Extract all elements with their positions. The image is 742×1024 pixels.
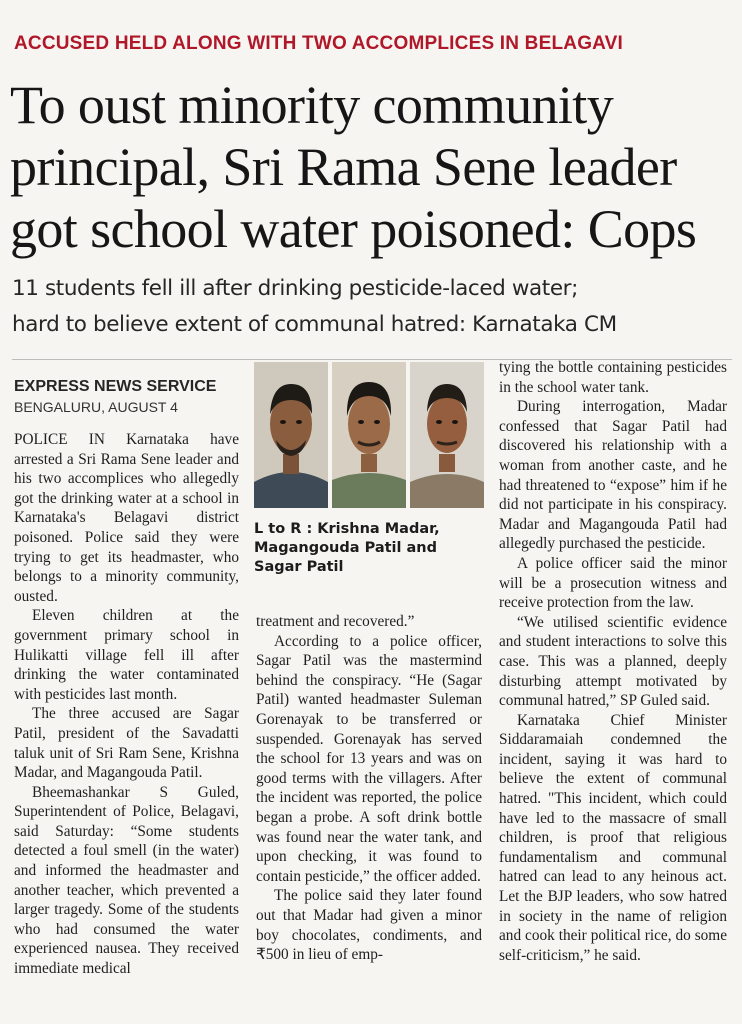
- photo-caption: [254, 520, 484, 577]
- portrait-sagar-patil: [410, 362, 484, 508]
- article-column-1: [14, 430, 239, 979]
- accused-photos: [254, 362, 484, 508]
- paragraph: Eleven children at the government primary school in Hulikatti village fell ill after drinking the water contaminated with pesticides last month.: [14, 607, 239, 703]
- paragraph: treatment and recovered.”: [256, 613, 415, 630]
- article-column-3: [499, 358, 727, 965]
- paragraph: The police said they later found out that Madar had given a minor boy chocolates, condiments, and ₹500 in lieu of emp-: [256, 887, 482, 964]
- caption-line: Sagar Patil: [254, 559, 344, 575]
- paragraph: Bheemashankar S Guled, Superintendent of Police, Belagavi, said Saturday: “Some students detected a foul smell (in the water) and informed the headmaster and another teacher, which prevented a larger tragedy. Some of the students who had consumed the water experienced nausea. They received immediate medical: [14, 783, 239, 978]
- paragraph: During interrogation, Madar confessed that Sagar Patil had discovered his relationship with a woman from another caste, and he had threatened to “expose” him if he did not participate in his conspiracy. Madar and Magangouda Patil had allegedly purchased the pesticide.: [499, 398, 727, 553]
- headline-line: principal, Sri Rama Sene leader: [10, 137, 677, 197]
- paragraph: The three accused are Sagar Patil, president of the Savadatti taluk unit of Sri Ram Sene, Krishna Madar, and Magangouda Patil.: [14, 705, 239, 782]
- paragraph: tying the bottle containing pesticides in the school water tank.: [499, 359, 727, 396]
- kicker: ACCUSED HELD ALONG WITH TWO ACCOMPLICES IN BELAGAVI: [14, 33, 624, 54]
- headline-line: To oust minority community: [10, 75, 614, 135]
- article-column-2: [256, 612, 482, 965]
- subheadline: [12, 271, 737, 343]
- paragraph: Karnataka Chief Minister Siddaramaiah condemned the incident, saying it was hard to believe the extent of communal hatred. "This incident, which could have led to the massacre of small children, is proof that religious fundamentalism and communal hatred can lead to any heinous act. Let the BJP leaders, who sow hatred in society in the name of religion and cook their political rice, do some self-criticism,” he said.: [499, 711, 727, 964]
- dateline: BENGALURU, AUGUST 4: [14, 399, 178, 415]
- paragraph: POLICE IN Karnataka have arrested a Sri Rama Sene leader and his two accomplices who allegedly got the drinking water at a school in Karnataka's Belagavi district poisoned. Police said they were trying to get its headmaster, who belongs to a minority community, ousted.: [14, 431, 239, 605]
- portrait-krishna-madar: [254, 362, 328, 508]
- headline-line: got school water poisoned: Cops: [10, 199, 697, 259]
- caption-line: L to R : Krishna Madar,: [254, 521, 440, 537]
- portrait-magangouda-patil: [332, 362, 406, 508]
- byline-block: [14, 378, 244, 415]
- subheadline-line: 11 students fell ill after drinking pesticide-laced water;: [12, 276, 578, 301]
- byline: EXPRESS NEWS SERVICE: [14, 378, 217, 395]
- paragraph: According to a police officer, Sagar Patil was the mastermind behind the conspiracy. “He (Sagar Patil) wanted headmaster Suleman Gorenayak to be transferred or suspended. Gorenayak has served the school for 13 years and was on good terms with the villagers. After the incident was reported, the police began a probe. A soft drink bottle was found near the water tank, and upon checking, it was found to contain pesticide,” the officer added.: [256, 632, 482, 885]
- paragraph: “We utilised scientific evidence and student interactions to solve this case. This was a planned, deeply disturbing attempt motivated by communal hatred,” SP Guled said.: [499, 613, 727, 710]
- paragraph: A police officer said the minor will be a prosecution witness and receive protection from the law.: [499, 554, 727, 612]
- caption-line: Magangouda Patil and: [254, 540, 438, 556]
- subheadline-line: hard to believe extent of communal hatred: Karnataka CM: [12, 312, 617, 337]
- headline: [10, 74, 735, 260]
